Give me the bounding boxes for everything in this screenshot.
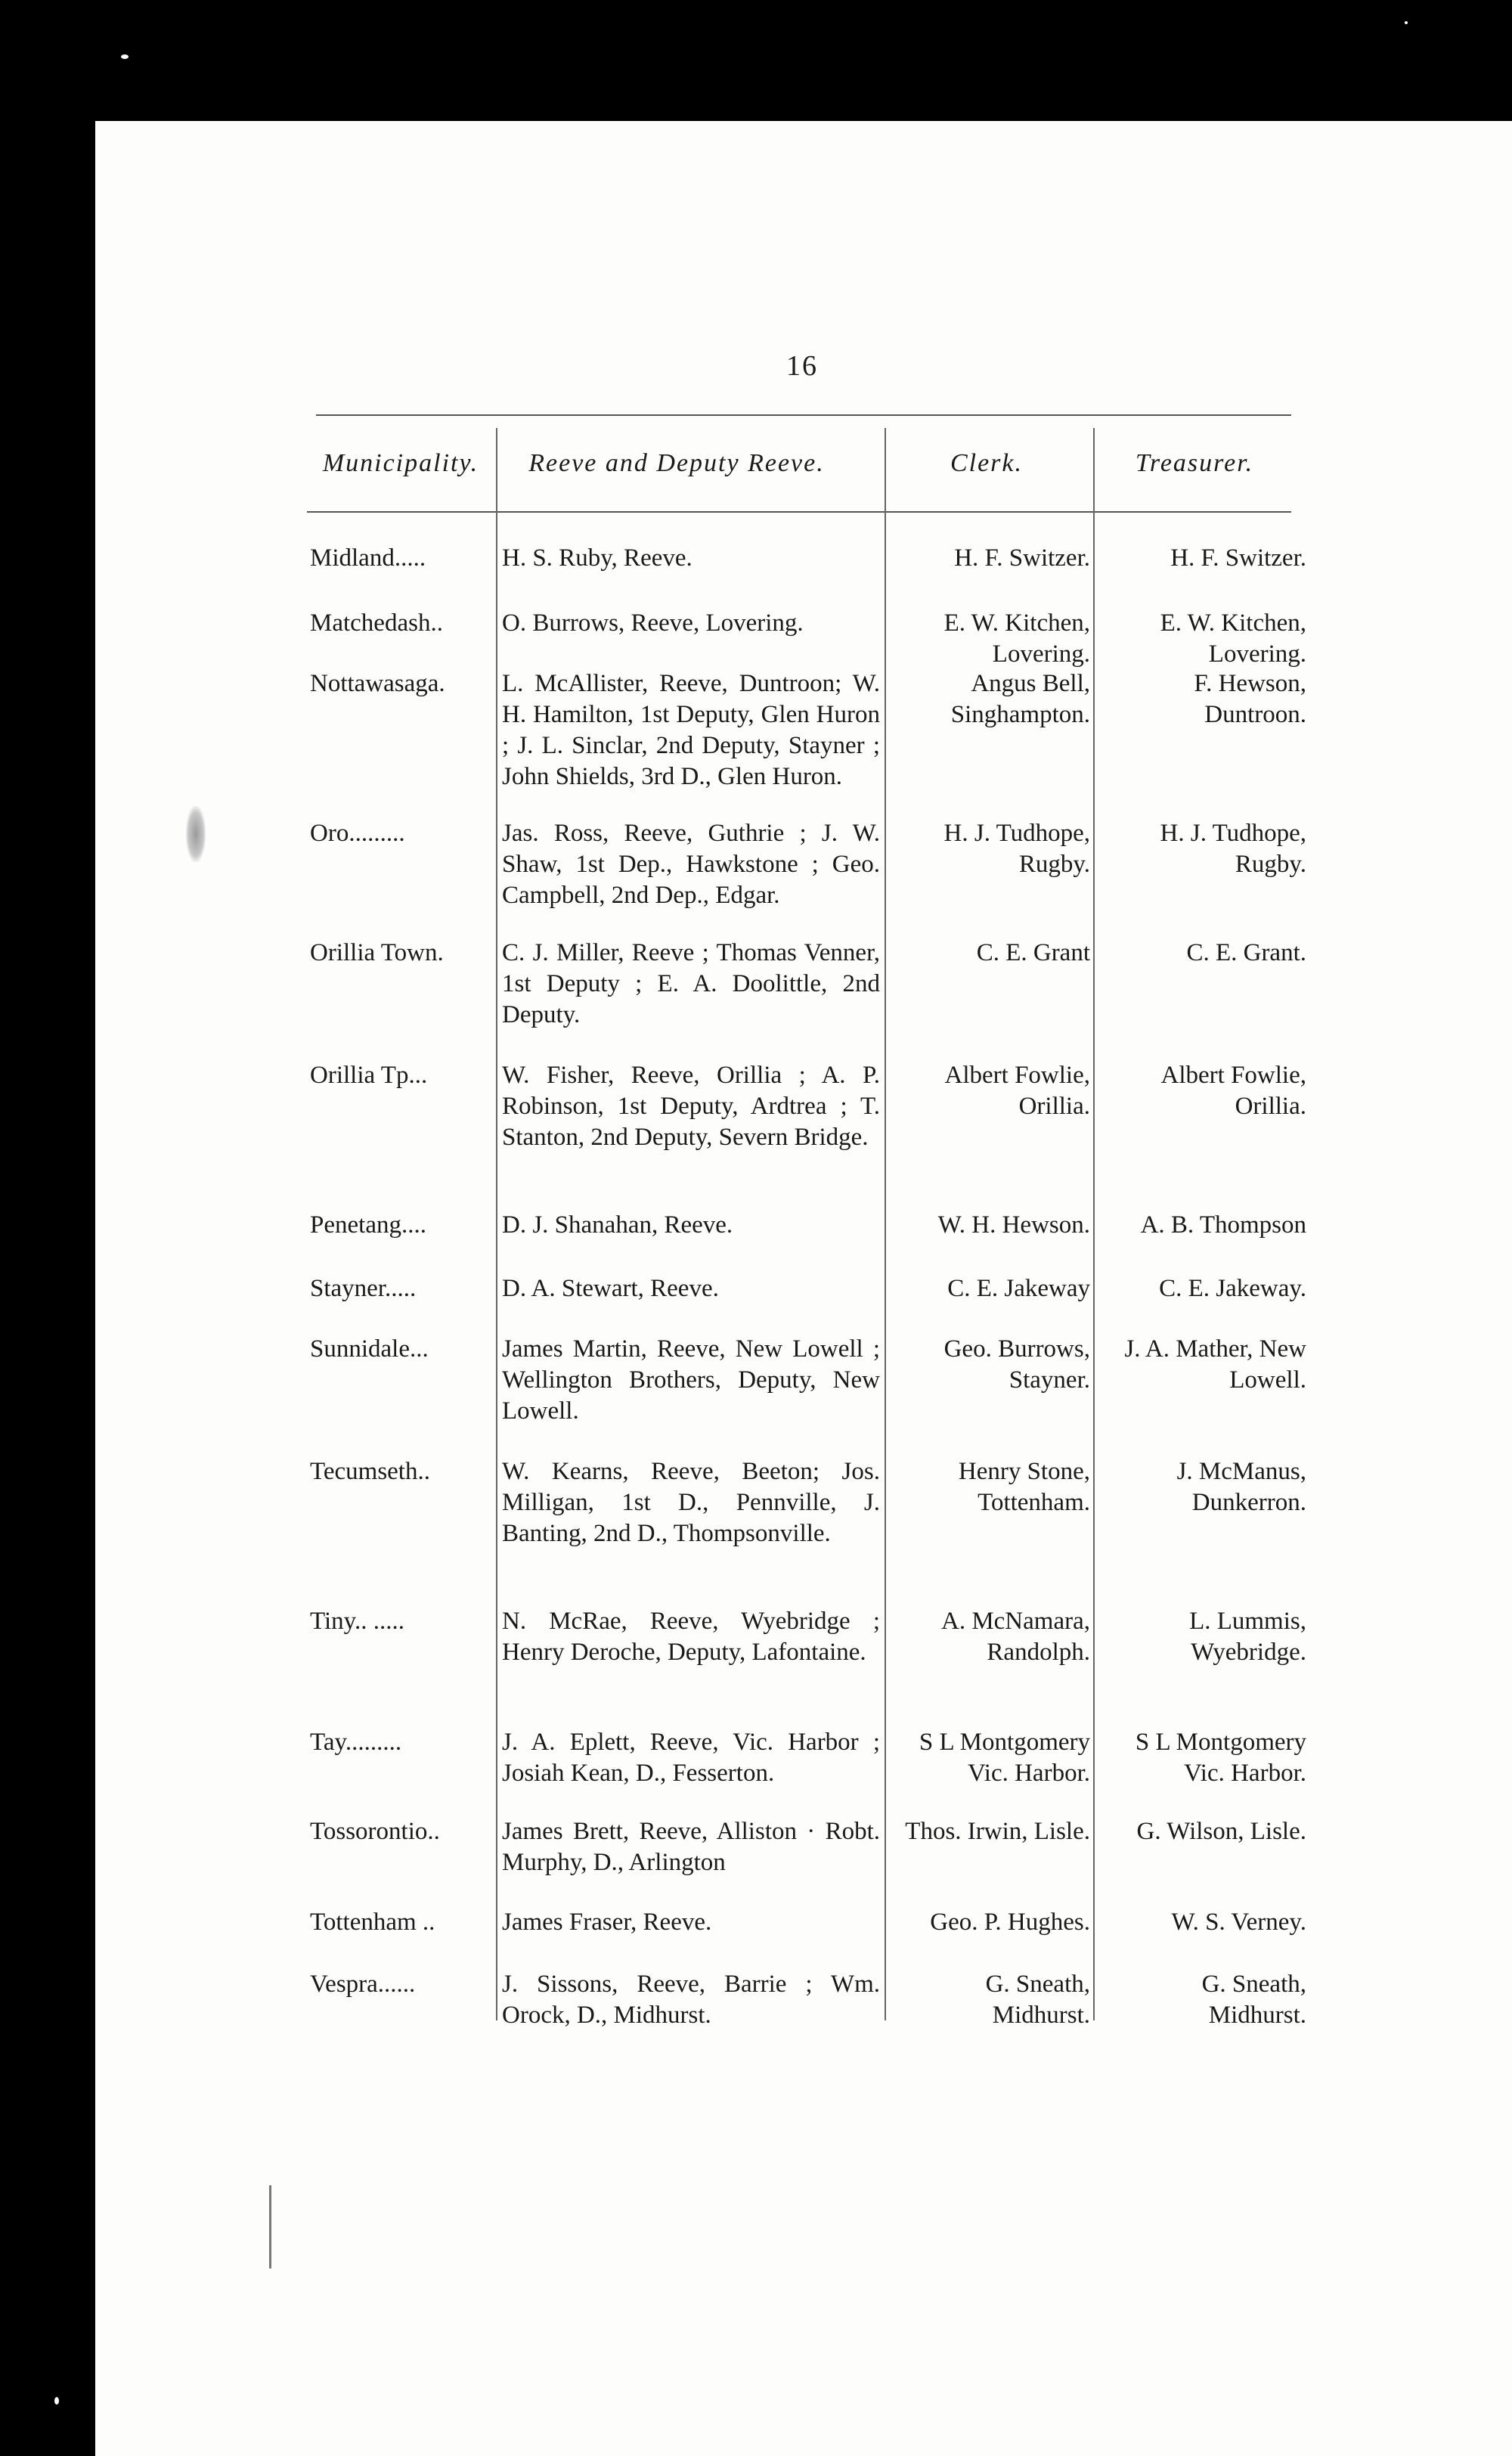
row-2-reeve: O. Burrows, Reeve, Lovering.	[502, 609, 804, 637]
column-divider-2	[885, 428, 886, 2020]
row-14-municipality: Tottenham ..	[310, 1909, 435, 1936]
row-3-clerk: Angus Bell, Singhampton.	[950, 670, 1090, 728]
header-municipality: Municipality.	[322, 449, 479, 477]
row-11-municipality: Tiny.. .....	[310, 1608, 405, 1635]
row-8-clerk: C. E. Jakeway	[947, 1275, 1090, 1302]
row-14-treasurer: W. S. Verney.	[1171, 1909, 1306, 1936]
row-11-clerk: A. McNamara, Randolph.	[940, 1608, 1090, 1666]
row-8-treasurer: C. E. Jakeway.	[1159, 1275, 1306, 1302]
row-12-municipality: Tay.........	[310, 1729, 402, 1756]
row-14-clerk: Geo. P. Hughes.	[930, 1909, 1090, 1936]
row-8-municipality: Stayner.....	[310, 1275, 417, 1302]
page-smudge	[186, 806, 206, 862]
row-11-treasurer: L. Lummis, Wyebridge.	[1189, 1608, 1306, 1666]
row-9-treasurer: J. A. Mather, New Lowell.	[1124, 1335, 1306, 1394]
row-10-municipality: Tecumseth..	[310, 1458, 430, 1485]
row-7-clerk: W. H. Hewson.	[937, 1211, 1090, 1239]
row-3-municipality: Nottawasaga.	[310, 670, 445, 697]
row-10-treasurer: J. McManus, Dunkerron.	[1176, 1458, 1306, 1516]
row-4-municipality: Oro.........	[310, 820, 405, 847]
row-10-reeve: W. Kearns, Reeve, Beeton; Jos. Milligan, 1st D., Pennville, J. Banting, 2nd D., Thompsonville.	[502, 1458, 880, 1547]
column-divider-1	[496, 428, 497, 2020]
row-5-municipality: Orillia Town.	[310, 939, 444, 966]
row-11-reeve: N. McRae, Reeve, Wyebridge ; Henry Deroche, Deputy, Lafontaine.	[502, 1608, 880, 1666]
row-7-treasurer: A. B. Thompson	[1140, 1211, 1306, 1239]
row-1-reeve: H. S. Ruby, Reeve.	[502, 544, 692, 572]
row-10-clerk: Henry Stone, Tottenham.	[958, 1458, 1090, 1516]
row-6-municipality: Orillia Tp...	[310, 1062, 428, 1089]
row-9-reeve: James Martin, Reeve, New Lowell ; Wellington Brothers, Deputy, New Lowell.	[502, 1335, 880, 1425]
row-5-reeve: C. J. Miller, Reeve ; Thomas Venner, 1st Deputy ; E. A. Doolittle, 2nd Deputy.	[502, 939, 880, 1028]
header-reeve: Reeve and Deputy Reeve.	[528, 449, 825, 477]
row-6-treasurer: Albert Fowlie, Orillia.	[1160, 1062, 1306, 1120]
row-13-treasurer: G. Wilson, Lisle.	[1136, 1818, 1306, 1845]
header-clerk: Clerk.	[950, 449, 1024, 477]
row-12-treasurer: S L Montgomery Vic. Harbor.	[1135, 1729, 1306, 1787]
row-3-treasurer: F. Hewson, Duntroon.	[1194, 670, 1306, 728]
row-9-clerk: Geo. Burrows, Stayner.	[943, 1335, 1090, 1394]
row-2-municipality: Matchedash..	[310, 609, 443, 637]
row-3-reeve: L. McAllister, Reeve, Duntroon; W. H. Hamilton, 1st Deputy, Glen Huron ; J. L. Sinclar, 2nd Deputy, Stayner ; John Shields, 3rd D., Glen Huron.	[502, 670, 880, 790]
row-6-reeve: W. Fisher, Reeve, Orillia ; A. P. Robinson, 1st Deputy, Ardtrea ; T. Stanton, 2nd Deputy, Severn Bridge.	[502, 1062, 880, 1151]
row-13-municipality: Tossorontio..	[310, 1818, 440, 1845]
row-12-reeve: J. A. Eplett, Reeve, Vic. Harbor ; Josiah Kean, D., Fesserton.	[502, 1729, 880, 1787]
row-13-clerk: Thos. Irwin, Lisle.	[905, 1818, 1090, 1845]
row-12-clerk: S L Montgomery Vic. Harbor.	[919, 1729, 1090, 1787]
column-divider-3	[1093, 428, 1095, 2020]
row-4-treasurer: H. J. Tudhope, Rugby.	[1160, 820, 1306, 878]
row-4-clerk: H. J. Tudhope, Rugby.	[943, 820, 1090, 878]
row-2-treasurer: E. W. Kitchen, Lovering.	[1160, 609, 1306, 668]
row-15-clerk: G. Sneath, Midhurst.	[985, 1971, 1090, 2029]
row-2-clerk: E. W. Kitchen, Lovering.	[943, 609, 1090, 668]
page-edge-mark	[269, 2185, 271, 2268]
row-6-clerk: Albert Fowlie, Orillia.	[944, 1062, 1090, 1120]
row-14-reeve: James Fraser, Reeve.	[502, 1909, 712, 1936]
row-1-clerk: H. F. Switzer.	[954, 544, 1090, 572]
row-15-treasurer: G. Sneath, Midhurst.	[1201, 1971, 1306, 2029]
row-13-reeve: James Brett, Reeve, Alliston · Robt. Murphy, D., Arlington	[502, 1818, 880, 1876]
row-5-clerk: C. E. Grant	[976, 939, 1090, 966]
header-bottom-rule	[307, 511, 1291, 513]
row-1-treasurer: H. F. Switzer.	[1170, 544, 1306, 572]
row-9-municipality: Sunnidale...	[310, 1335, 429, 1363]
page-number: 16	[786, 350, 818, 382]
row-8-reeve: D. A. Stewart, Reeve.	[502, 1275, 719, 1302]
row-15-reeve: J. Sissons, Reeve, Barrie ; Wm. Orock, D., Midhurst.	[502, 1971, 880, 2029]
row-7-reeve: D. J. Shanahan, Reeve.	[502, 1211, 733, 1239]
header-top-rule	[316, 414, 1291, 416]
row-1-municipality: Midland.....	[310, 544, 426, 572]
row-4-reeve: Jas. Ross, Reeve, Guthrie ; J. W. Shaw, 1st Dep., Hawkstone ; Geo. Campbell, 2nd Dep., Edgar.	[502, 820, 880, 909]
row-7-municipality: Penetang....	[310, 1211, 426, 1239]
row-5-treasurer: C. E. Grant.	[1186, 939, 1306, 966]
row-15-municipality: Vespra......	[310, 1971, 416, 1998]
header-treasurer: Treasurer.	[1135, 449, 1254, 477]
